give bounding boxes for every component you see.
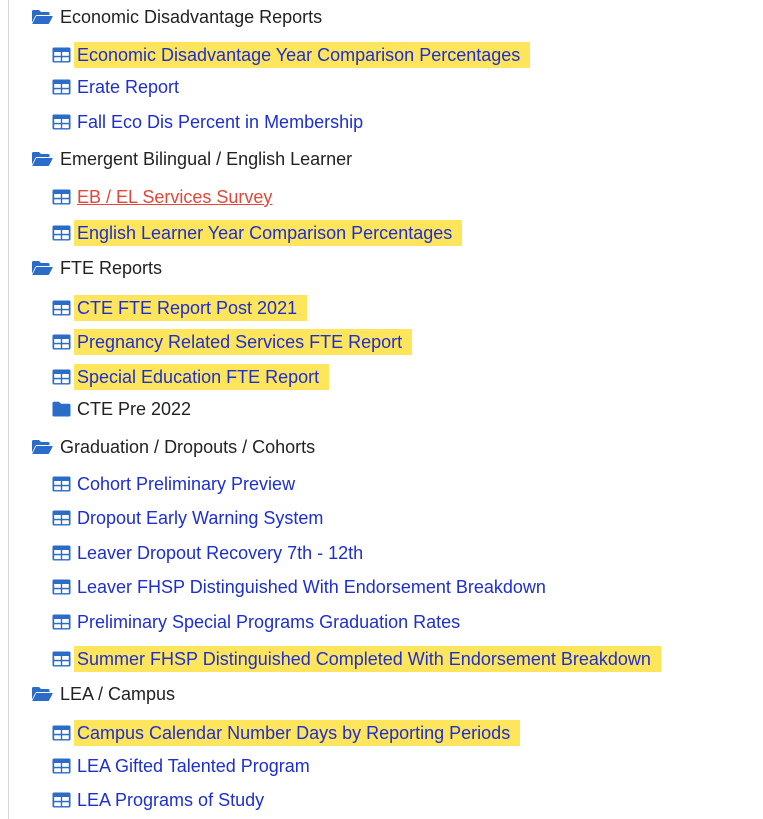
report-link-label[interactable]: Pregnancy Related Services FTE Report — [74, 329, 412, 355]
folder-cte-pre-2022[interactable] — [52, 398, 194, 420]
table-icon — [52, 614, 71, 630]
folder-emergent-bilingual-english-learner[interactable] — [31, 148, 355, 170]
table-icon — [52, 758, 71, 774]
report-link-label[interactable]: Erate Report — [77, 77, 180, 97]
report-link-fall-eco-dis-percent-in-membership[interactable] — [52, 111, 366, 133]
table-icon — [52, 725, 71, 741]
folder-lea-campus[interactable] — [31, 683, 178, 705]
report-link-leaver-dropout-recovery[interactable] — [52, 542, 366, 564]
report-link-campus-calendar-number-days[interactable] — [52, 720, 520, 746]
report-link-cte-fte-report-post-2021[interactable] — [52, 295, 307, 321]
report-link-label[interactable]: Summer FHSP Distinguished Completed With Endorsement Breakdown — [74, 646, 661, 672]
report-link-pregnancy-related-services-fte-report[interactable] — [52, 329, 412, 355]
report-link-label[interactable]: Campus Calendar Number Days by Reporting Periods — [74, 720, 520, 746]
report-link-english-learner-year-comparison-percentages[interactable] — [52, 220, 462, 246]
report-link-preliminary-special-programs-graduation-rates[interactable] — [52, 611, 463, 633]
report-link-label[interactable]: English Learner Year Comparison Percentages — [74, 220, 462, 246]
folder-label: CTE Pre 2022 — [77, 399, 192, 419]
report-link-leaver-fhsp-distinguished[interactable] — [52, 576, 549, 598]
report-link-summer-fhsp-distinguished[interactable] — [52, 646, 661, 672]
report-link-cohort-preliminary-preview[interactable] — [52, 473, 298, 495]
report-link-label[interactable]: Leaver Dropout Recovery 7th - 12th — [77, 543, 364, 563]
report-link-label[interactable]: Leaver FHSP Distinguished With Endorsement Breakdown — [77, 577, 546, 597]
report-link-special-education-fte-report[interactable] — [52, 364, 329, 390]
report-link-label[interactable]: Special Education FTE Report — [74, 364, 329, 390]
table-icon — [52, 545, 71, 561]
report-link-label[interactable]: Fall Eco Dis Percent in Membership — [77, 112, 364, 132]
report-link-eb-el-services-survey[interactable] — [52, 186, 275, 208]
tree-left-border — [8, 0, 9, 819]
folder-open-icon — [31, 260, 53, 276]
table-icon — [52, 651, 71, 667]
folder-label: LEA / Campus — [60, 684, 176, 704]
table-icon — [52, 47, 71, 63]
report-link-label[interactable]: EB / EL Services Survey — [77, 187, 273, 207]
folder-closed-icon — [52, 401, 71, 417]
table-icon — [52, 225, 71, 241]
folder-label: Emergent Bilingual / English Learner — [60, 149, 353, 169]
table-icon — [52, 369, 71, 385]
report-link-label[interactable]: LEA Gifted Talented Program — [77, 756, 310, 776]
folder-label: Graduation / Dropouts / Cohorts — [60, 437, 316, 457]
report-link-label[interactable]: Cohort Preliminary Preview — [77, 474, 296, 494]
folder-fte-reports[interactable] — [31, 257, 165, 279]
table-icon — [52, 334, 71, 350]
table-icon — [52, 579, 71, 595]
table-icon — [52, 189, 71, 205]
report-link-dropout-early-warning-system[interactable] — [52, 507, 326, 529]
folder-label: FTE Reports — [60, 258, 163, 278]
report-link-lea-programs-of-study[interactable] — [52, 789, 267, 811]
folder-open-icon — [31, 686, 53, 702]
table-icon — [52, 510, 71, 526]
table-icon — [52, 300, 71, 316]
report-link-lea-gifted-talented-program[interactable] — [52, 755, 313, 777]
report-link-label[interactable]: Economic Disadvantage Year Comparison Percentages — [74, 42, 530, 68]
table-icon — [52, 476, 71, 492]
report-link-label[interactable]: LEA Programs of Study — [77, 790, 265, 810]
folder-graduation-dropouts-cohorts[interactable] — [31, 436, 318, 458]
report-link-label[interactable]: Preliminary Special Programs Graduation Rates — [77, 612, 461, 632]
folder-open-icon — [31, 9, 53, 25]
report-link-label[interactable]: Dropout Early Warning System — [77, 508, 324, 528]
report-link-economic-disadvantage-year-comparison-percentages[interactable] — [52, 42, 530, 68]
folder-open-icon — [31, 439, 53, 455]
folder-open-icon — [31, 151, 53, 167]
report-link-label[interactable]: CTE FTE Report Post 2021 — [74, 295, 307, 321]
table-icon — [52, 114, 71, 130]
report-link-erate-report[interactable] — [52, 76, 182, 98]
table-icon — [52, 792, 71, 808]
table-icon — [52, 79, 71, 95]
folder-label: Economic Disadvantage Reports — [60, 7, 323, 27]
folder-economic-disadvantage-reports[interactable] — [31, 6, 325, 28]
